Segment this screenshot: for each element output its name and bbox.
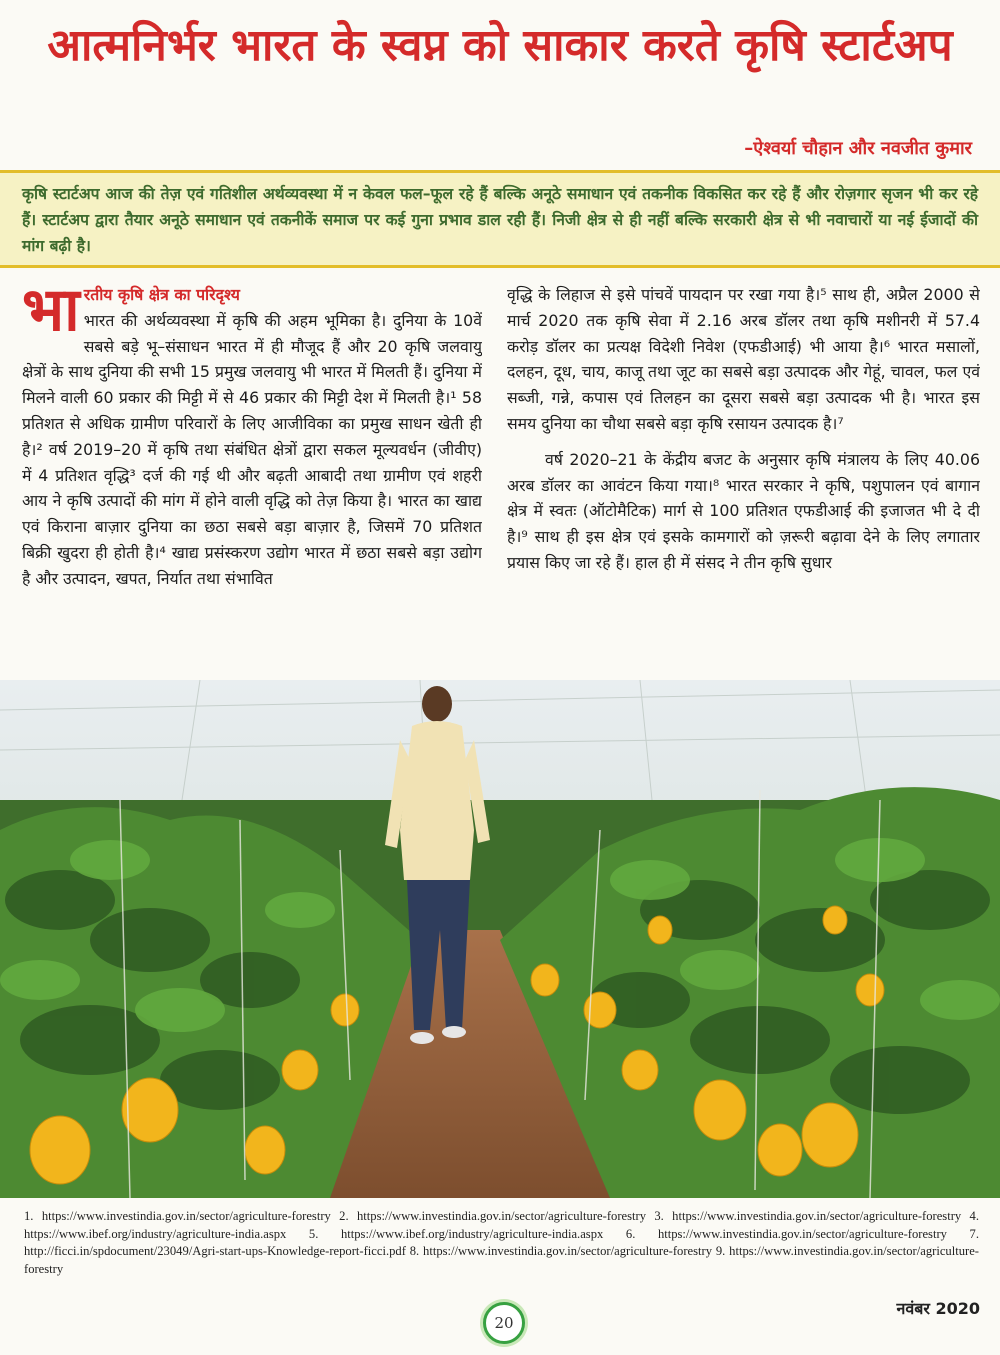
dropcap: भा [22,282,80,345]
footnotes: 1. https://www.investindia.gov.in/sector/agriculture-forestry 2. https://www.investindia.gov.in/sector/agriculture-forestry 3. https://www.investindia.gov.in/sector/agriculture-forestry 4. https://www.ibef.org/industry/agriculture-india.aspx 5. https://www.ibef.org/industry/agriculture-india.aspx 6. https://www.investindia.gov.in/sector/agriculture-forestry 7. http://ficci.in/spdocument/23049/Agri-start-ups-Knowledge-report-ficci.pdf 8. https://www.investindia.gov.in/sector/agriculture-forestry 9. https://www.investindia.gov.in/sector/agriculture-forestry [24,1209,979,1276]
author-byline: –ऐश्वर्या चौहान और नवजीत कुमार [744,138,972,159]
page-number: 20 [483,1302,525,1344]
text-column-1 [22,282,482,674]
column-1-body: भारत की अर्थव्यवस्था में कृषि की अहम भूमिका है। दुनिया के 10वें सबसे बड़े भू–संसाधन भारत में ही मौजूद हैं और 20 कृषि जलवायु क्षेत्रों के साथ दुनिया की सभी 15 प्रमुख जलवायु भी भारत में मिलती हैं। दुनिया में मिलने वाली 60 प्रकार की मिट्टी में से 46 प्रकार की मिट्टी देश में मिलती है।¹ 58 प्रतिशत से अधिक ग्रामीण परिवारों के लिए आजीविका का प्रमुख साधन खेती ही है।² वर्ष 2019–20 में कृषि तथा संबंधित क्षेत्रों द्वारा सकल मूल्यवर्धन (जीवीए) में 4 प्रतिशत वृद्धि³ दर्ज की गई थी और बढ़ती आबादी तथा ग्रामीण एवं शहरी आय ने कृषि उत्पादों की मांग में होने वाली वृद्धि को तेज़ किया है। भारत का खाद्य एवं किराना बाज़ार दुनिया का छठा सबसे बड़ा बाज़ार है, जिसमें 70 प्रतिशत बिक्री खुदरा ही होती है।⁴ खाद्य प्रसंस्करण उद्योग भारत में छठा सबसे बड़ा उद्योग है और उत्पादन, खपत, निर्यात तथा संभावित [22,310,482,588]
issue-date: नवंबर 2020 [896,1299,980,1318]
column-2-paragraph-2: वर्ष 2020–21 के केंद्रीय बजट के अनुसार कृषि मंत्रालय के लिए 40.06 अरब डॉलर का आवंटन किया गया।⁸ भारत सरकार ने कृषि, पशुपालन एवं बागान क्षेत्र में स्वतः (ऑटोमैटिक) मार्ग से 100 प्रतिशत एफडीआई की इजाजत भी दे दी है।⁹ साथ ही इस क्षेत्र एवं इसके कामगारों को ज़रूरी बढ़ावा देने के लिए लगातार प्रयास किए जा रहे हैं। हाल ही में संसद ने तीन कृषि सुधार [507,449,980,572]
column-2-paragraph-1: वृद्धि के लिहाज से इसे पांचवें पायदान पर रखा गया है।⁵ साथ ही, अप्रैल 2000 से मार्च 2020 तक कृषि सेवा में 2.16 अरब डॉलर तथा कृषि मशीनरी में 57.4 करोड़ डॉलर का प्रत्यक्ष विदेशी निवेश (एफडीआई) भी आया है।⁶ भारत मसालों, दलहन, दूध, चाय, काजू तथा जूट का सबसे बड़ा उत्पादक और गेहूं, चावल, फल एवं सब्जी, गन्ने, कपास एवं तिलहन का दूसरा सबसे बड़ा उत्पादक भी है। भारत इस समय दुनिया का चौथा सबसे बड़ा कृषि रसायन उत्पादक है।⁷ [507,285,980,433]
section-title: रतीय कृषि क्षेत्र का परिदृश्य [83,285,240,304]
greenhouse-illustration [0,680,1000,1198]
greenhouse-photo [0,680,1000,1198]
article-title: आत्मनिर्भर भारत के स्वप्न को साकार करते कृषि स्टार्टअप [47,20,953,71]
text-column-2 [507,282,980,674]
abstract-box [0,170,1000,268]
abstract-text: कृषि स्टार्टअप आज की तेज़ एवं गतिशील अर्थव्यवस्था में न केवल फल–फूल रहे हैं बल्कि अनूठे समाधान एवं तकनीक विकसित कर रहे हैं और रोज़गार सृजन भी कर रहे हैं। स्टार्टअप द्वारा तैयार अनूठे समाधान एवं तकनीकें समाज पर कई गुना प्रभाव डाल रही हैं। निजी क्षेत्र से ही नहीं बल्कि सरकारी क्षेत्र से भी नवाचारों या नई ईजादों की मांग बढ़ी है। [22,185,978,255]
